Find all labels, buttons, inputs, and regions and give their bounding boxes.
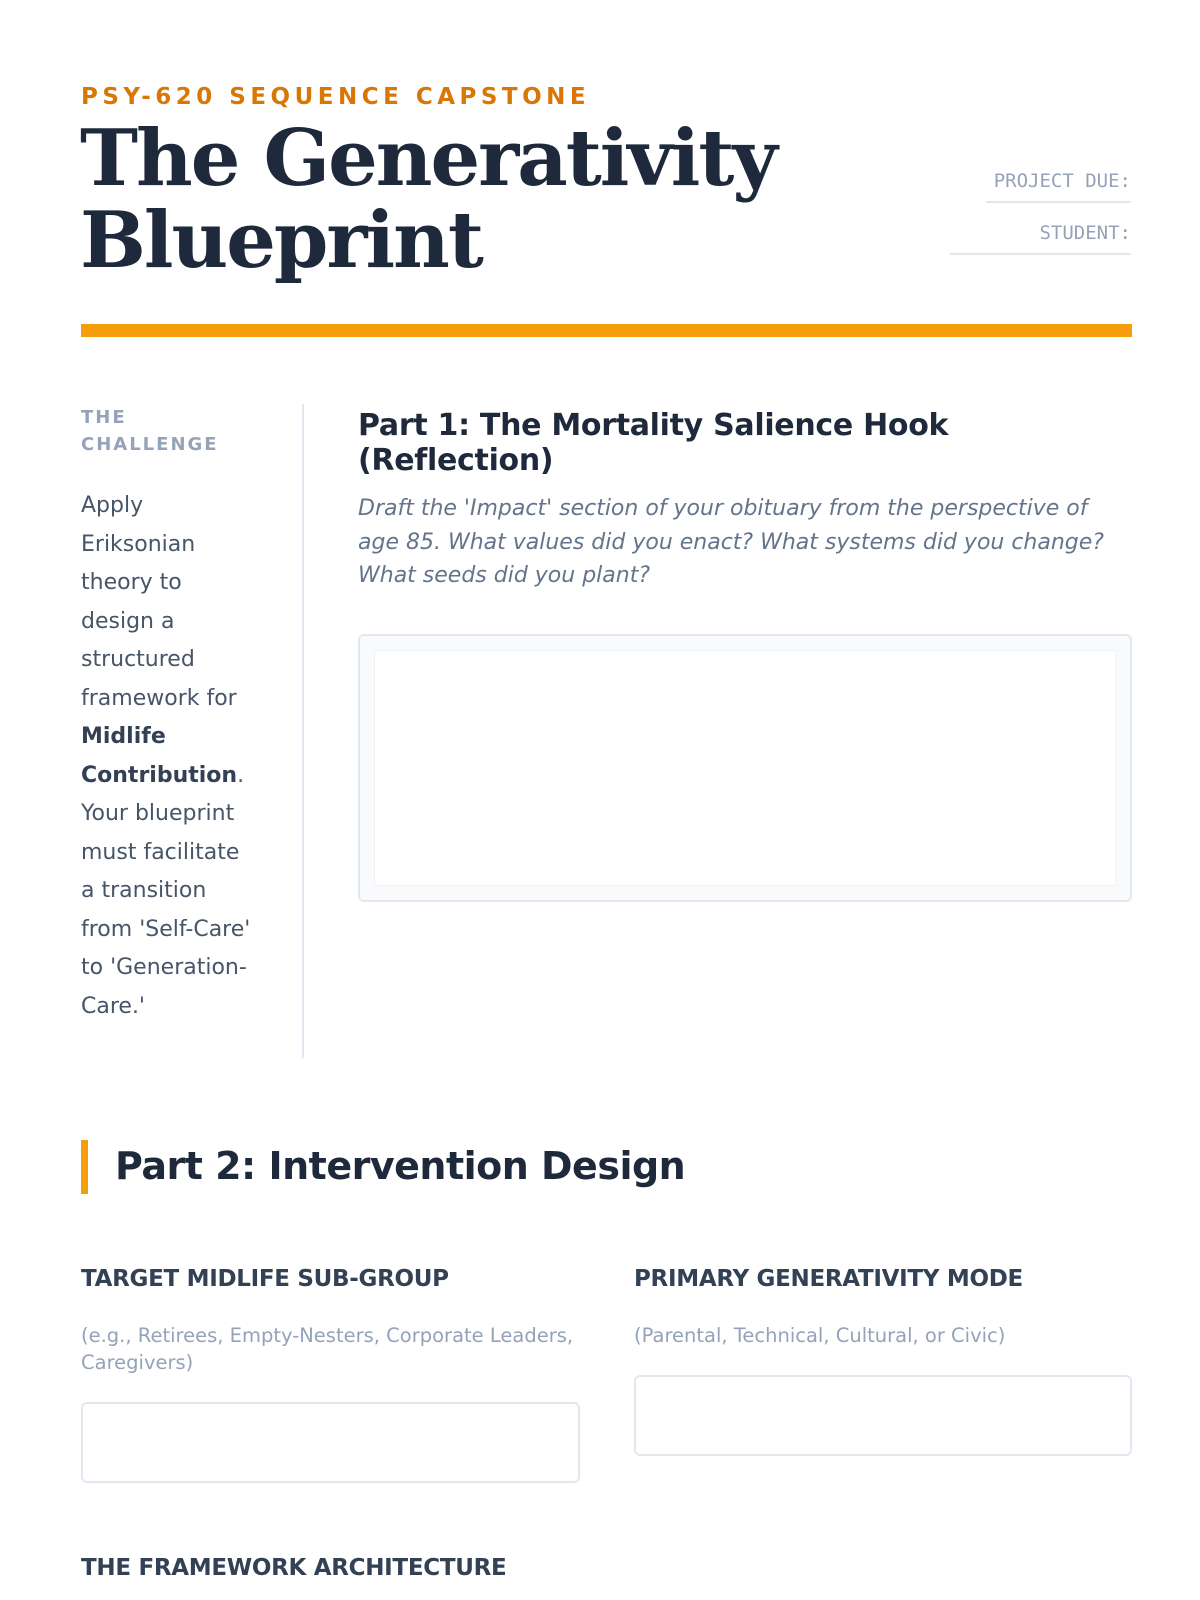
part1-title: Part 1: The Mortality Salience Hook (Reflection) bbox=[358, 408, 949, 478]
challenge-text-bold: Midlife Contribution bbox=[81, 724, 238, 788]
challenge-text-before: Apply Eriksonian theory to design a structured framework for bbox=[81, 493, 237, 711]
part2-accent-bar bbox=[81, 1140, 88, 1194]
title-line-1: The Generativity bbox=[80, 113, 776, 204]
title-line-2: Blueprint bbox=[80, 195, 482, 286]
reflection-response-box bbox=[358, 634, 1132, 902]
generativity-mode-hint: (Parental, Technical, Cultural, or Civic) bbox=[634, 1324, 1006, 1347]
project-due-label: PROJECT DUE: bbox=[993, 170, 1131, 192]
target-subgroup-label: TARGET MIDLIFE SUB-GROUP bbox=[81, 1266, 449, 1292]
student-row bbox=[941, 222, 1131, 255]
header-divider bbox=[81, 324, 1132, 337]
challenge-text-after: . Your blueprint must facilitate a transition from 'Self-Care' to 'Generation-Care.' bbox=[81, 762, 251, 1019]
target-subgroup-hint: (e.g., Retirees, Empty-Nesters, Corporate Leaders, Caregivers) bbox=[81, 1324, 574, 1374]
challenge-heading-line-2: CHALLENGE bbox=[81, 434, 219, 455]
part1-prompt: Draft the 'Impact' section of your obituary from the perspective of age 85. What values did you enact? What systems did you change? What seeds did you plant? bbox=[358, 496, 1104, 588]
generativity-mode-label: PRIMARY GENERATIVITY MODE bbox=[634, 1266, 1023, 1292]
challenge-description bbox=[81, 487, 256, 1026]
challenge-heading bbox=[81, 404, 251, 458]
page-title bbox=[80, 113, 800, 286]
framework-architecture-label: THE FRAMEWORK ARCHITECTURE bbox=[81, 1555, 507, 1581]
project-due-row bbox=[941, 170, 1131, 203]
challenge-heading-line-1: THE bbox=[81, 407, 127, 428]
sidebar-divider bbox=[302, 404, 304, 1058]
project-due-field[interactable] bbox=[986, 201, 1131, 203]
reflection-response-input[interactable] bbox=[374, 650, 1116, 886]
student-field[interactable] bbox=[950, 253, 1131, 255]
target-subgroup-input[interactable] bbox=[81, 1402, 580, 1483]
part2-title: Part 2: Intervention Design bbox=[115, 1144, 686, 1188]
course-code: PSY-620 SEQUENCE CAPSTONE bbox=[81, 84, 591, 110]
generativity-mode-input[interactable] bbox=[634, 1375, 1132, 1456]
project-meta bbox=[941, 170, 1131, 274]
student-label: STUDENT: bbox=[1039, 222, 1131, 244]
